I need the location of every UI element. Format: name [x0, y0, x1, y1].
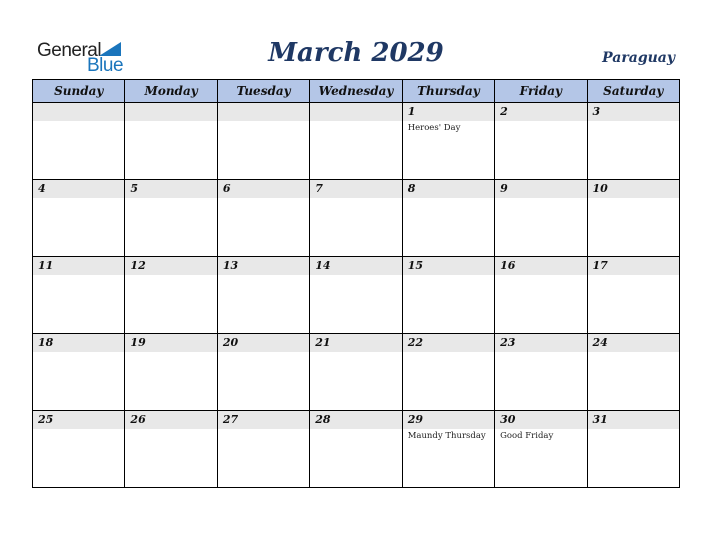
day-number: 6 — [222, 182, 231, 195]
holiday-label — [218, 429, 309, 431]
day-number: 30 — [500, 413, 516, 426]
holiday-label: Good Friday — [500, 431, 554, 441]
holiday-label — [310, 429, 401, 431]
holiday-label — [588, 352, 679, 354]
day-number-bar — [403, 103, 494, 121]
day-number-bar — [218, 103, 309, 121]
logo-blue-text: Blue — [87, 55, 124, 76]
day-cell — [33, 180, 125, 257]
day-number: 26 — [130, 413, 146, 426]
day-cell — [33, 257, 125, 334]
holiday-label — [588, 198, 679, 200]
week-row — [33, 334, 680, 411]
day-number-bar — [588, 257, 679, 275]
day-cell — [495, 257, 587, 334]
day-number-bar — [588, 103, 679, 121]
holiday-label — [218, 275, 309, 277]
holiday-label — [310, 121, 401, 123]
holiday-label — [125, 429, 216, 431]
day-number: 11 — [38, 259, 54, 272]
holiday-label — [33, 198, 124, 200]
weekday-header: Friday — [495, 80, 587, 103]
day-number: 9 — [500, 182, 508, 195]
holiday-label — [218, 352, 309, 354]
day-number-bar — [33, 334, 124, 352]
day-number: 12 — [130, 259, 146, 272]
holiday-label — [310, 275, 401, 277]
holiday-label — [125, 275, 216, 277]
holiday-label — [495, 121, 586, 123]
holiday-label — [125, 352, 216, 354]
day-number: 10 — [592, 182, 608, 195]
day-number: 14 — [315, 259, 331, 272]
holiday-label — [495, 352, 586, 354]
day-number-bar — [495, 257, 586, 275]
day-number-bar — [310, 257, 401, 275]
day-number: 3 — [592, 105, 601, 118]
weekday-header: Monday — [125, 80, 217, 103]
weekday-header-row — [33, 80, 680, 103]
calendar-title: March 2029 — [268, 38, 444, 68]
day-number: 31 — [592, 413, 608, 426]
holiday-label — [33, 275, 124, 277]
day-number: 29 — [407, 413, 423, 426]
holiday-label — [125, 121, 216, 123]
day-number-bar — [495, 103, 586, 121]
day-cell — [495, 103, 587, 180]
day-cell — [310, 411, 402, 488]
calendar-grid — [32, 79, 680, 488]
day-cell — [402, 411, 494, 488]
day-cell — [587, 103, 679, 180]
day-number-bar — [495, 334, 586, 352]
day-number-bar — [33, 103, 124, 121]
day-number-bar — [310, 334, 401, 352]
week-row — [33, 103, 680, 180]
holiday-label — [33, 121, 124, 123]
weekday-header: Sunday — [33, 80, 125, 103]
day-cell — [33, 334, 125, 411]
holiday-label — [588, 429, 679, 431]
day-cell — [217, 257, 309, 334]
day-number: 13 — [222, 259, 239, 272]
week-row — [33, 180, 680, 257]
holiday-label — [33, 352, 124, 354]
day-number: 1 — [407, 105, 416, 118]
day-number-bar — [218, 411, 309, 429]
day-number-bar — [218, 180, 309, 198]
holiday-label — [588, 121, 679, 123]
day-number: 19 — [130, 336, 146, 349]
day-cell — [495, 334, 587, 411]
weekday-header: Saturday — [587, 80, 679, 103]
day-number-bar — [403, 334, 494, 352]
day-cell — [402, 103, 494, 180]
country-label: Paraguay — [602, 50, 675, 66]
day-number: 16 — [500, 259, 516, 272]
day-number-bar — [403, 257, 494, 275]
day-cell — [125, 411, 217, 488]
day-number-bar — [125, 257, 216, 275]
day-number: 2 — [500, 105, 508, 118]
day-number-bar — [588, 411, 679, 429]
day-number-bar — [588, 180, 679, 198]
day-number-bar — [310, 411, 401, 429]
day-number-bar — [218, 334, 309, 352]
holiday-label — [403, 275, 494, 277]
holiday-label: Heroes' Day — [407, 123, 461, 133]
day-cell — [125, 103, 217, 180]
day-cell — [310, 257, 402, 334]
day-cell — [310, 334, 402, 411]
day-number: 22 — [407, 336, 423, 349]
day-number: 5 — [130, 182, 139, 195]
day-number: 27 — [222, 413, 239, 426]
day-cell — [217, 103, 309, 180]
holiday-label — [588, 275, 679, 277]
day-cell — [402, 334, 494, 411]
holiday-label — [310, 352, 401, 354]
logo-general-text: General — [37, 40, 102, 61]
week-row — [33, 257, 680, 334]
day-cell — [310, 180, 402, 257]
day-number: 4 — [38, 182, 46, 195]
day-number: 25 — [38, 413, 54, 426]
day-cell — [587, 180, 679, 257]
day-cell — [402, 180, 494, 257]
day-number: 24 — [592, 336, 608, 349]
day-number-bar — [495, 411, 586, 429]
day-cell — [217, 180, 309, 257]
day-cell — [587, 334, 679, 411]
day-number-bar — [310, 180, 401, 198]
day-number: 20 — [222, 336, 239, 349]
holiday-label — [310, 198, 401, 200]
day-cell — [495, 411, 587, 488]
day-cell — [33, 411, 125, 488]
day-number: 7 — [315, 182, 323, 195]
holiday-label — [33, 429, 124, 431]
day-cell — [33, 103, 125, 180]
day-number-bar — [403, 411, 494, 429]
day-cell — [125, 257, 217, 334]
day-cell — [587, 257, 679, 334]
holiday-label — [125, 198, 216, 200]
day-number: 23 — [500, 336, 516, 349]
holiday-label — [495, 198, 586, 200]
day-number-bar — [125, 411, 216, 429]
day-number: 21 — [315, 336, 331, 349]
week-row — [33, 411, 680, 488]
day-cell — [217, 411, 309, 488]
holiday-label — [495, 275, 586, 277]
day-number: 17 — [592, 259, 608, 272]
day-number-bar — [495, 180, 586, 198]
day-cell — [217, 334, 309, 411]
day-cell — [495, 180, 587, 257]
day-cell — [310, 103, 402, 180]
weekday-header: Thursday — [402, 80, 494, 103]
day-cell — [125, 180, 217, 257]
day-number-bar — [403, 180, 494, 198]
day-number-bar — [588, 334, 679, 352]
day-number-bar — [33, 257, 124, 275]
weekday-header: Wednesday — [310, 80, 402, 103]
day-number: 18 — [38, 336, 54, 349]
day-number-bar — [33, 411, 124, 429]
day-number-bar — [310, 103, 401, 121]
holiday-label: Maundy Thursday — [407, 431, 486, 441]
day-cell — [587, 411, 679, 488]
holiday-label — [218, 198, 309, 200]
day-number: 8 — [407, 182, 416, 195]
holiday-label — [403, 198, 494, 200]
day-cell — [402, 257, 494, 334]
day-number-bar — [125, 103, 216, 121]
weekday-header: Tuesday — [217, 80, 309, 103]
day-number: 15 — [407, 259, 423, 272]
day-cell — [125, 334, 217, 411]
holiday-label — [403, 352, 494, 354]
day-number-bar — [125, 180, 216, 198]
day-number-bar — [33, 180, 124, 198]
day-number-bar — [218, 257, 309, 275]
day-number: 28 — [315, 413, 331, 426]
day-number-bar — [125, 334, 216, 352]
holiday-label — [218, 121, 309, 123]
